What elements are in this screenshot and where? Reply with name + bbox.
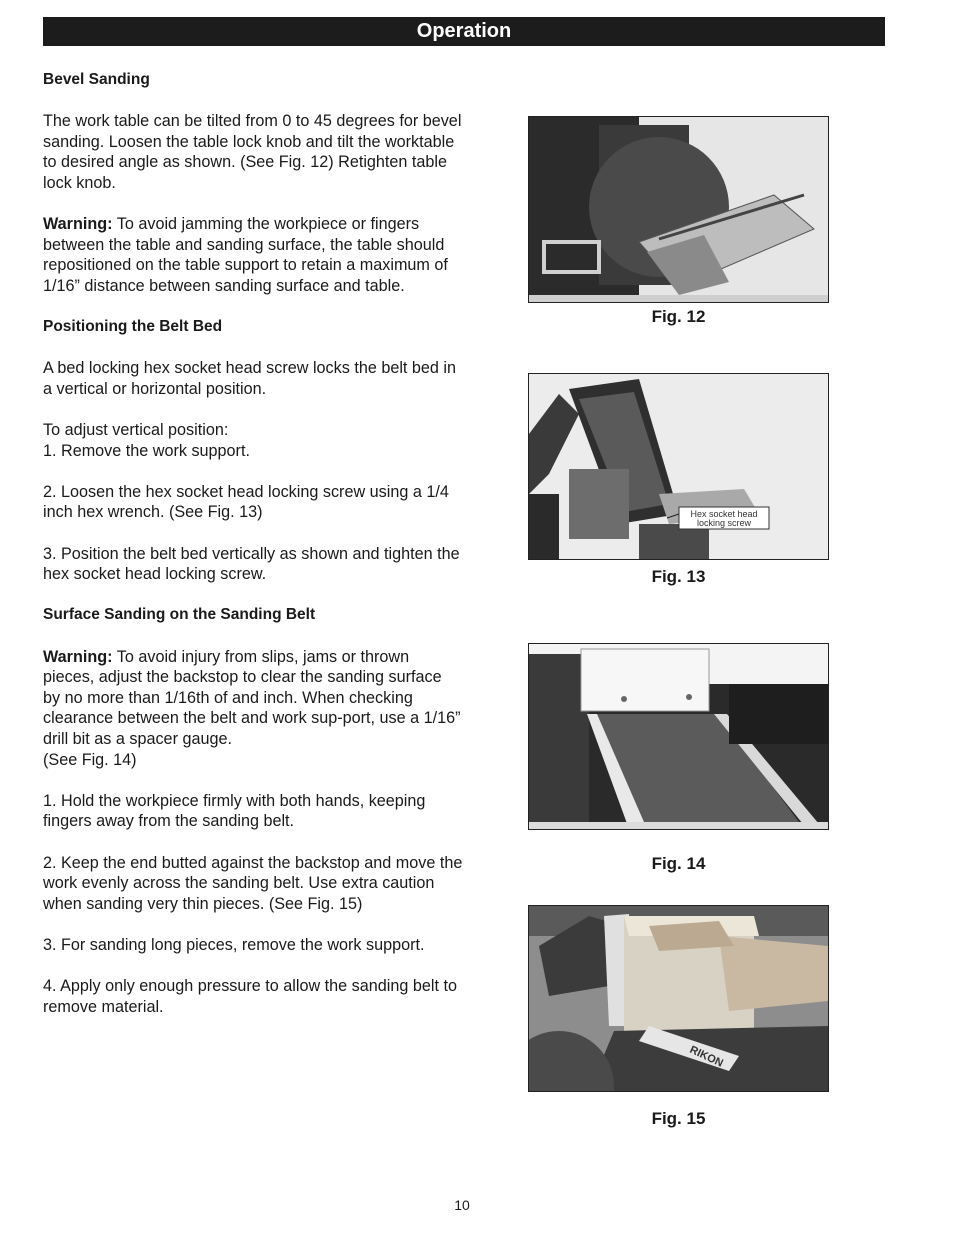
fig12-image: [528, 116, 829, 303]
vertical-adjust-steps: [43, 420, 463, 461]
step-long-pieces: 3. For sanding long pieces, remove the work support.: [43, 935, 425, 954]
page-number: 10: [454, 1197, 470, 1213]
fig15-caption: Fig. 15: [651, 1109, 706, 1128]
step-hold-workpiece: 1. Hold the workpiece firmly with both hands, keeping fingers away from the sanding belt.: [43, 791, 426, 831]
fig15-image: [528, 905, 829, 1092]
fig15-brand-label: RIKON: [687, 1043, 725, 1070]
instructions-column: [43, 70, 463, 1038]
belt-bed-paragraph: A bed locking hex socket head screw locks the belt bed in a vertical or horizontal position.: [43, 359, 457, 398]
fig14-image: [528, 643, 829, 830]
step-apply-pressure: 4. Apply only enough pressure to allow the sanding belt to remove material.: [43, 977, 457, 1016]
fig13-callout-line2: locking screw: [696, 518, 752, 528]
fig14-caption: Fig. 14: [651, 854, 706, 873]
vertical-adjust-intro: To adjust vertical position:: [43, 421, 229, 440]
warning-label: Warning:: [43, 647, 113, 666]
bevel-sanding-heading: Bevel Sanding: [43, 71, 150, 88]
fig13-callout-line1: Hex socket head: [690, 509, 758, 519]
warning-label: Warning:: [43, 215, 113, 234]
surface-warning: [43, 647, 463, 771]
step-position-bed: 3. Position the belt bed vertically as shown and tighten the hex socket head locking screw.: [43, 544, 460, 584]
warning-text: To avoid injury from slips, jams or thrown pieces, adjust the backstop to clear the sanding surface by no more than 1/16th of and inch. When checking clearance between the belt and work sup-port, use a 1/16” drill bit as a spacer gauge.: [43, 647, 461, 748]
surface-sanding-heading: Surface Sanding on the Sanding Belt: [43, 606, 316, 624]
fig13-caption: Fig. 13: [651, 567, 706, 586]
belt-bed-heading: Positioning the Belt Bed: [43, 318, 223, 336]
bevel-sanding-paragraph: The work table can be tilted from 0 to 45 degrees for bevel sanding. Loosen the table lock knob and tilt the worktable to desired angle as shown. (See Fig. 12) Retighten table lock knob.: [43, 112, 462, 192]
step-keep-end-butted: 2. Keep the end butted against the backstop and move the work evenly across the sanding belt. Use extra caution when sanding very thin pieces. (See Fig. 15): [43, 853, 463, 913]
bevel-warning: [43, 214, 463, 296]
fig12-caption: Fig. 12: [651, 307, 706, 326]
warning-text: To avoid jamming the workpiece or fingers between the table and sanding surface, the table should repositioned on the table support to retain a maximum of 1/16” distance between sanding surface and table.: [43, 215, 448, 295]
section-title: Operation: [43, 17, 885, 46]
fig13-image: [528, 373, 829, 560]
step-loosen-screw: 2. Loosen the hex socket head locking screw using a 1/4 inch hex wrench. (See Fig. 13): [43, 482, 449, 522]
warning-fig-ref: (See Fig. 14): [43, 750, 137, 769]
step-remove-support: 1. Remove the work support.: [43, 441, 250, 460]
